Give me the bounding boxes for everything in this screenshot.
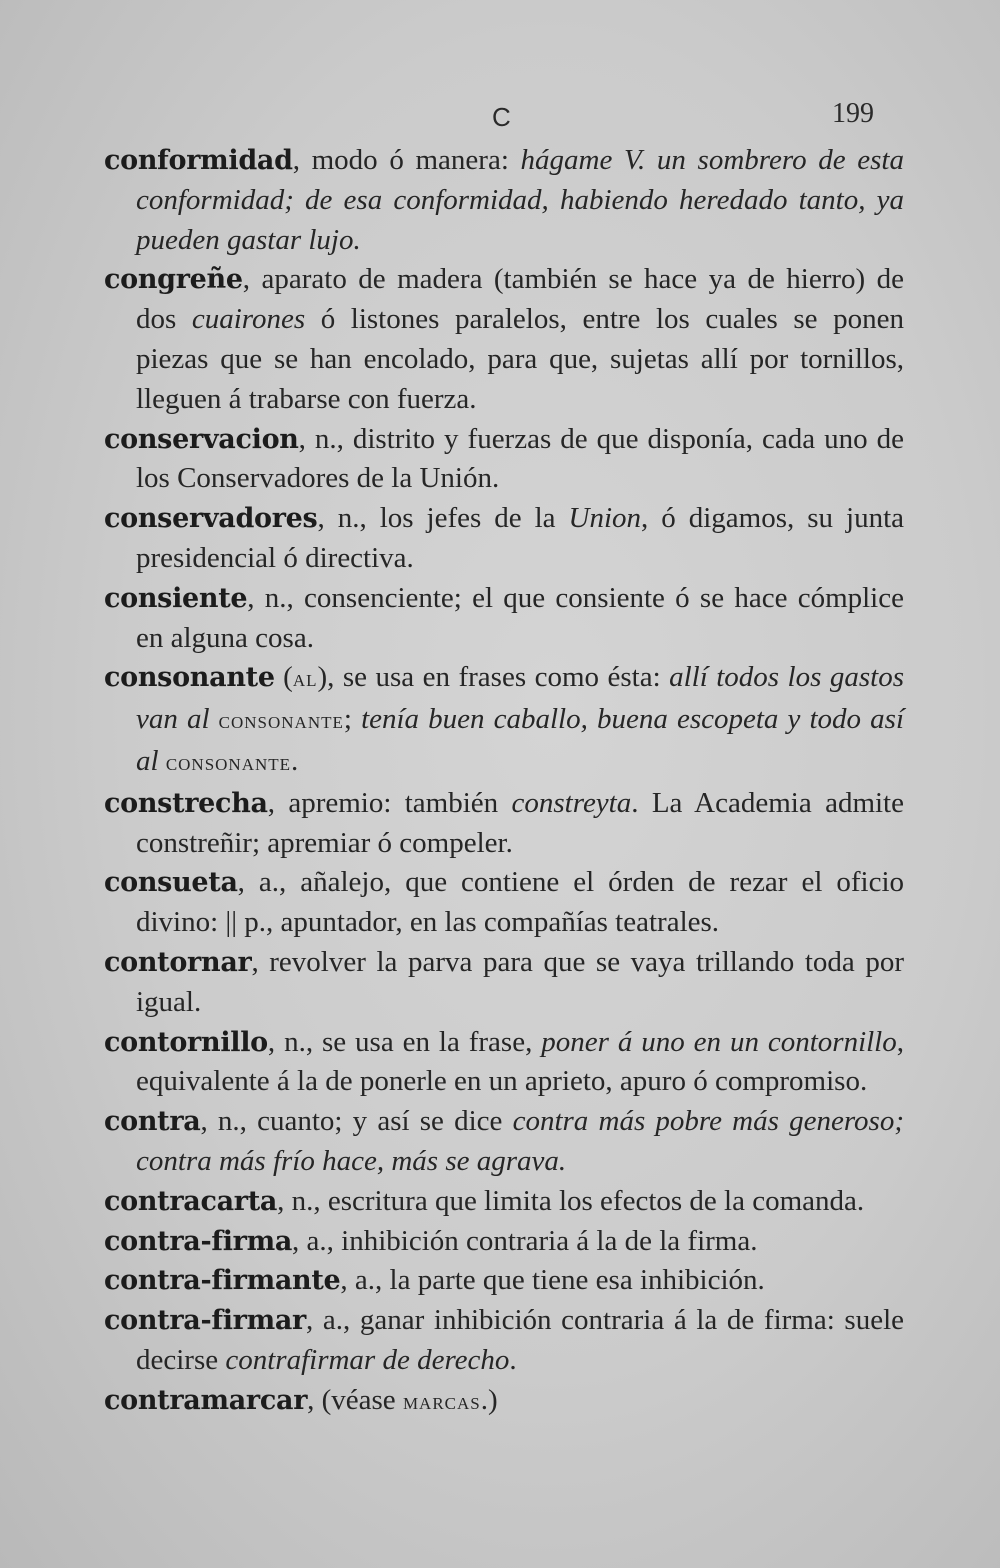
entry-definition-text: ; <box>343 703 362 736</box>
entry-italic-text: contrafirmar de derecho <box>225 1343 510 1376</box>
entry-italic-text: poner á uno en un contornillo <box>541 1025 897 1058</box>
entry-headword: consonante <box>104 662 275 694</box>
entry-definition-text: , a., la parte que tiene esa inhibición. <box>340 1264 765 1297</box>
dictionary-entry <box>104 1023 904 1103</box>
entry-definition-text: , modo ó manera: <box>292 144 521 176</box>
entry-smallcaps-text: consonante <box>218 708 344 735</box>
page-number: 199 <box>832 98 874 129</box>
entry-definition-text: ( <box>274 661 293 694</box>
entry-definition-text <box>159 745 166 777</box>
entry-italic-text: hágame V. un sombrero de esta conformidad; de esa conformidad, habiendo heredado tanto, ya pueden gastar lujo. <box>136 144 904 256</box>
entry-italic-text: allí todos los gastos van al <box>136 661 904 736</box>
entry-smallcaps-text: al <box>292 666 318 693</box>
entry-headword: consueta <box>104 867 238 899</box>
dictionary-entry <box>104 141 904 260</box>
entry-definition-text: , ó digamos, su junta presidencial ó directiva. <box>136 502 904 574</box>
entry-headword: contra-firmar <box>104 1305 306 1337</box>
entry-definition-text: , revolver la parva para que se vaya trillando toda por igual. <box>136 945 904 1018</box>
entry-definition-text: , n., cuanto; y así se dice <box>200 1105 513 1138</box>
entry-headword: congreñe <box>104 264 243 296</box>
entry-headword: conservadores <box>104 503 318 535</box>
entry-headword: contramarcar <box>104 1384 308 1416</box>
entry-list <box>104 141 904 1423</box>
entry-italic-text: cuairones <box>191 303 306 336</box>
dictionary-entry <box>104 1102 904 1182</box>
entry-definition-text: , n., los jefes de la <box>317 502 569 535</box>
entry-headword: contornar <box>104 946 252 978</box>
entry-definition-text: , a., ganar inhibición contraria á la de firma: suele decirse <box>136 1304 904 1376</box>
entry-definition-text: , n., distrito y fuerzas de que disponía, cada uno de los Conservadores de la Unión. <box>136 422 904 495</box>
entry-italic-text: contra más pobre más generoso; contra más frío hace, más se agrava. <box>136 1105 904 1177</box>
dictionary-entry <box>104 1261 904 1301</box>
dictionary-entry <box>104 658 904 783</box>
entry-definition-text: ), se usa en frases como ésta: <box>317 661 670 694</box>
entry-definition-text: , aparato de madera (también se hace ya de hierro) de dos <box>136 263 904 336</box>
dictionary-entry <box>104 784 904 864</box>
entry-headword: contracarta <box>104 1185 278 1217</box>
entry-smallcaps-text: consonante <box>165 749 292 776</box>
entry-italic-text: Union <box>568 502 642 535</box>
entry-definition-text: .) <box>480 1383 498 1416</box>
entry-definition-text <box>210 703 219 735</box>
entry-definition-text: , n., consenciente; el que consiente ó se hace cómplice en alguna cosa. <box>136 581 904 654</box>
entry-definition-text: , n., se usa en la frase, <box>267 1025 542 1058</box>
entry-definition-text: . <box>509 1343 517 1376</box>
dictionary-entry <box>104 260 904 419</box>
entry-headword: conformidad <box>104 145 293 176</box>
dictionary-entry <box>104 420 904 500</box>
dictionary-entry <box>104 1182 904 1222</box>
entry-italic-text: tenía buen caballo, buena escopeta y todo así al <box>136 703 905 777</box>
dictionary-entry <box>104 1381 904 1423</box>
entry-headword: contornillo <box>104 1026 268 1058</box>
entry-italic-text: constreyta <box>511 786 632 819</box>
page-header <box>0 96 1000 136</box>
dictionary-entry <box>104 1301 904 1381</box>
dictionary-entry <box>104 1222 904 1262</box>
entry-definition-text: , equivalente á la de ponerle en un aprieto, apuro ó compromiso. <box>136 1025 904 1098</box>
entry-definition-text: , n., escritura que limita los efectos de la comanda. <box>277 1184 865 1217</box>
entry-definition-text: , (véase <box>307 1383 403 1416</box>
entry-headword: consiente <box>104 582 248 614</box>
entry-headword: constrecha <box>104 787 268 819</box>
entry-smallcaps-text: marcas <box>402 1388 481 1415</box>
dictionary-entry <box>104 863 904 943</box>
entry-definition-text: , a., añalejo, que contiene el órden de rezar el oficio divino: || p., apuntador, en las compañías teatrales. <box>136 866 904 939</box>
entry-definition-text: , a., inhibición contraria á la de la firma. <box>292 1224 758 1257</box>
entry-headword: contra-firma <box>104 1225 293 1257</box>
entry-headword: contra-firmante <box>104 1265 341 1297</box>
entry-definition-text: . La Academia admite constreñir; apremiar ó compeler. <box>136 786 904 859</box>
dictionary-entry <box>104 579 904 659</box>
entry-headword: contra <box>104 1106 201 1138</box>
dictionary-entry <box>104 499 904 579</box>
section-letter: C <box>492 102 511 132</box>
entry-definition-text: , apremio: también <box>267 786 512 819</box>
entry-definition-text: ó listones paralelos, entre los cuales se ponen piezas que se han encolado, para que, sujetas allí por tornillos, lleguen á trabarse con fuerza. <box>136 303 904 415</box>
entry-headword: conservacion <box>104 423 299 455</box>
entry-definition-text: . <box>291 744 299 777</box>
dictionary-entry <box>104 943 904 1023</box>
